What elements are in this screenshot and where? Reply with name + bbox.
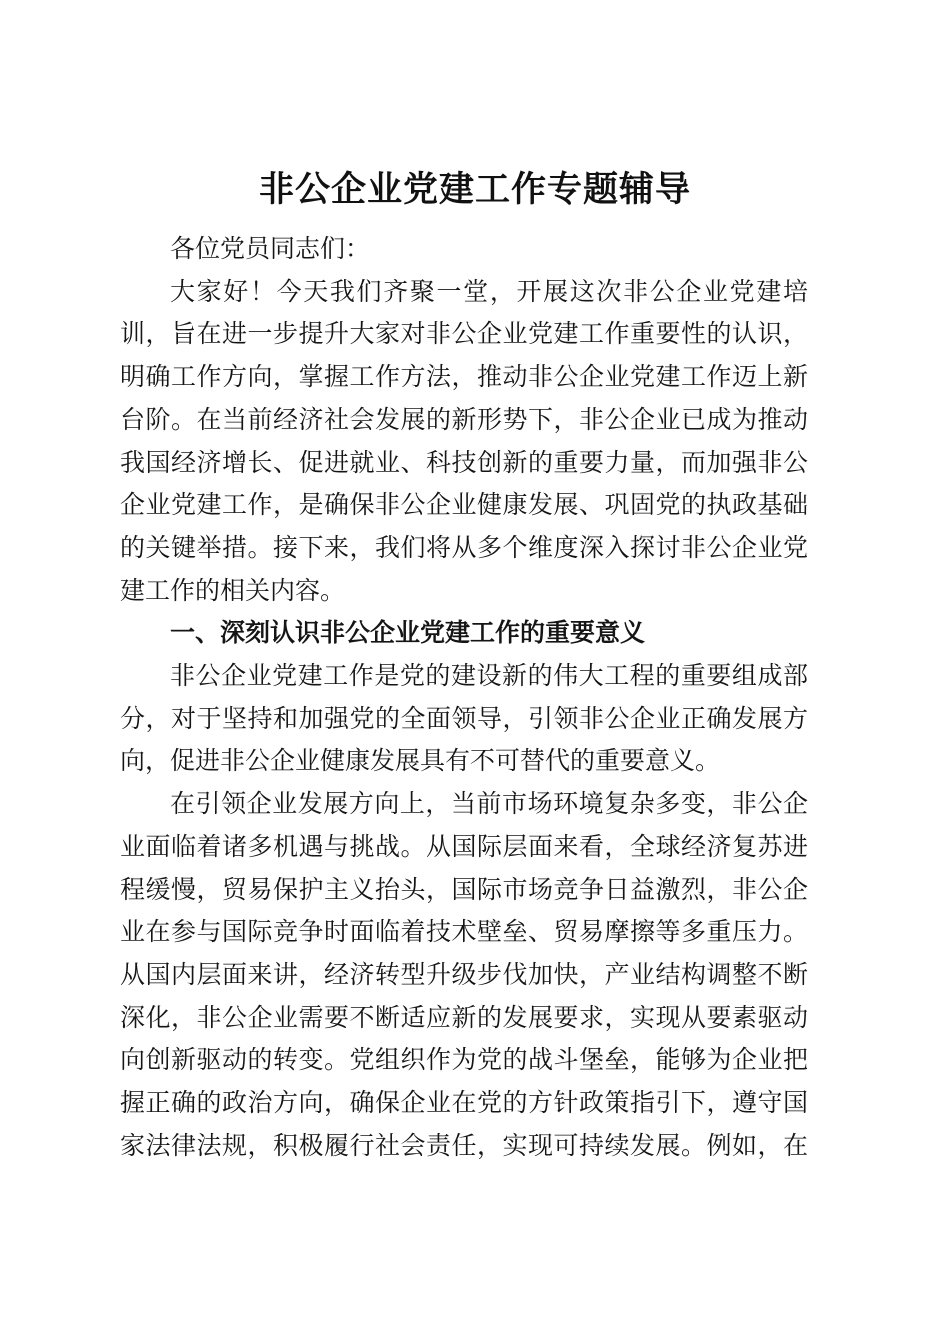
text-line: 我国经济增长、促进就业、科技创新的重要力量，而加强非公 [120, 447, 808, 477]
text-line: 程缓慢，贸易保护主义抬头，国际市场竞争日益激烈，非公企 [120, 874, 808, 904]
text-line: 家法律法规，积极履行社会责任，实现可持续发展。例如，在 [120, 1130, 808, 1160]
text-line: 向，促进非公企业健康发展具有不可替代的重要意义。 [120, 746, 721, 776]
salutation-line: 各位党员同志们： [170, 234, 371, 263]
text-line: 企业党建工作，是确保非公企业健康发展、巩固党的执政基础 [120, 490, 808, 520]
text-line: 建工作的相关内容。 [120, 575, 346, 605]
text-line: 业面临着诸多机遇与挑战。从国际层面来看，全球经济复苏进 [120, 831, 808, 861]
salutation [120, 228, 808, 271]
document-title: 非公企业党建工作专题辅导 [258, 169, 691, 210]
text-line: 在引领企业发展方向上，当前市场环境复杂多变，非公企 [170, 789, 808, 819]
paragraph-significance [120, 655, 808, 783]
text-line: 从国内层面来讲，经济转型升级步伐加快，产业结构调整不断 [120, 959, 808, 989]
text-line: 握正确的政治方向，确保企业在党的方针政策指引下，遵守国 [120, 1088, 808, 1118]
text-line: 业在参与国际竞争时面临着技术壁垒、贸易摩擦等多重压力。 [120, 917, 808, 947]
text-line: 的关键举措。接下来，我们将从多个维度深入探讨非公企业党 [120, 532, 808, 562]
text-line: 分，对于坚持和加强党的全面领导，引领非公企业正确发展方 [120, 703, 808, 733]
section-heading-text: 一、深刻认识非公企业党建工作的重要意义 [170, 618, 646, 648]
text-line: 台阶。在当前经济社会发展的新形势下，非公企业已成为推动 [120, 404, 808, 434]
section-heading [120, 612, 808, 655]
paragraph-direction [120, 783, 808, 1167]
text-line: 明确工作方向，掌握工作方法，推动非公企业党建工作迈上新 [120, 362, 808, 392]
paragraph-intro [120, 271, 808, 613]
text-line: 训，旨在进一步提升大家对非公企业党建工作重要性的认识， [120, 319, 808, 349]
text-line: 非公企业党建工作是党的建设新的伟大工程的重要组成部 [170, 661, 808, 691]
document-body [120, 228, 808, 1167]
text-line: 向创新驱动的转变。党组织作为党的战斗堡垒，能够为企业把 [120, 1045, 808, 1075]
text-line: 大家好！今天我们齐聚一堂，开展这次非公企业党建培 [170, 276, 808, 306]
text-line: 深化，非公企业需要不断适应新的发展要求，实现从要素驱动 [120, 1002, 808, 1032]
